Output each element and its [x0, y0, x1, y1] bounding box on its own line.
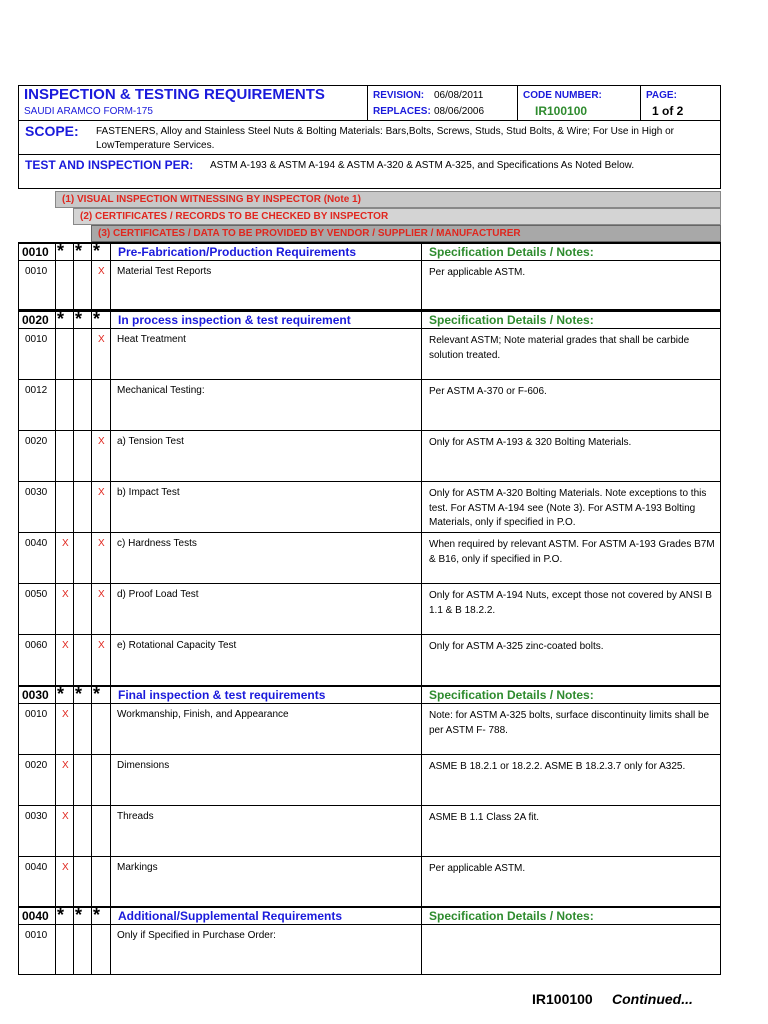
row-description: b) Impact Test — [117, 487, 180, 498]
section-code: 0030 — [22, 688, 49, 702]
row-code: 0060 — [25, 640, 48, 651]
row-description: Mechanical Testing: — [117, 385, 205, 396]
row-description: Material Test Reports — [117, 266, 212, 277]
row-description: a) Tension Test — [117, 436, 184, 447]
row-specification: Per applicable ASTM. — [429, 267, 526, 278]
row-description: d) Proof Load Test — [117, 589, 199, 600]
scope-text-line1: FASTENERS, Alloy and Stainless Steel Nuts & Bolting Materials: Bars,Bolts, Screws, Studs, Stud Bolts, & Wire; For Use in High or — [96, 126, 674, 137]
check-visual: X — [62, 538, 69, 549]
check-visual: X — [62, 760, 69, 771]
row-code: 0010 — [25, 334, 48, 345]
legend-visual-inspection: (1) VISUAL INSPECTION WITNESSING BY INSPECTOR (Note 1) — [55, 191, 721, 208]
check-vendor: X — [98, 538, 105, 549]
check-vendor: X — [98, 334, 105, 345]
section-title: Final inspection & test requirements — [118, 688, 326, 702]
section-spec-heading: Specification Details / Notes: — [429, 313, 594, 327]
check-visual: X — [62, 640, 69, 651]
legend-vendor-data: (3) CERTIFICATES / DATA TO BE PROVIDED BY VENDOR / SUPPLIER / MANUFACTURER — [91, 225, 721, 242]
star-1-icon: * — [57, 309, 65, 329]
check-visual: X — [62, 811, 69, 822]
replaces-value: 08/06/2006 — [434, 106, 485, 117]
form-title: INSPECTION & TESTING REQUIREMENTS — [24, 86, 325, 103]
footer-continued: Continued... — [612, 991, 693, 1007]
star-2-icon: * — [75, 309, 83, 329]
row-specification: Only for ASTM A-193 & 320 Bolting Materials. — [429, 437, 632, 448]
row-specification: Only for ASTM A-325 zinc-coated bolts. — [429, 641, 604, 652]
star-3-icon: * — [93, 684, 101, 704]
star-2-icon: * — [75, 905, 83, 925]
check-visual: X — [62, 709, 69, 720]
check-vendor: X — [98, 487, 105, 498]
row-specification: Note: for ASTM A-325 bolts, surface discontinuity limits shall be per ASTM F- 788. — [429, 710, 710, 736]
section-title: Additional/Supplemental Requirements — [118, 909, 343, 923]
row-description: Threads — [117, 811, 154, 822]
row-code: 0040 — [25, 862, 48, 873]
row-code: 0030 — [25, 811, 48, 822]
row-description: Workmanship, Finish, and Appearance — [117, 709, 289, 720]
row-specification: ASME B 1.1 Class 2A fit. — [429, 812, 540, 823]
row-specification: Per ASTM A-370 or F-606. — [429, 386, 547, 397]
row-description: Only if Specified in Purchase Order: — [117, 930, 276, 941]
check-visual: X — [62, 862, 69, 873]
footer-code: IR100100 — [532, 991, 593, 1007]
check-vendor: X — [98, 436, 105, 447]
row-specification: Only for ASTM A-320 Bolting Materials. Note exceptions to this test. For ASTM A-194 see (Note 3). For ASTM A-193 Bolting Materials, only if specified in P.O. — [429, 488, 707, 528]
star-2-icon: * — [75, 241, 83, 261]
star-1-icon: * — [57, 905, 65, 925]
row-code: 0050 — [25, 589, 48, 600]
section-spec-heading: Specification Details / Notes: — [429, 245, 594, 259]
replaces-label: REPLACES: — [373, 106, 431, 117]
row-code: 0020 — [25, 760, 48, 771]
row-description: e) Rotational Capacity Test — [117, 640, 237, 651]
section-title: Pre-Fabrication/Production Requirements — [118, 245, 357, 259]
code-number-value: IR100100 — [535, 104, 588, 118]
row-code: 0030 — [25, 487, 48, 498]
row-description: c) Hardness Tests — [117, 538, 197, 549]
legend-certificates-checked: (2) CERTIFICATES / RECORDS TO BE CHECKED BY INSPECTOR — [73, 208, 721, 225]
test-per-label: TEST AND INSPECTION PER: — [25, 158, 194, 172]
section-code: 0010 — [22, 245, 49, 259]
row-description: Markings — [117, 862, 158, 873]
check-visual: X — [62, 589, 69, 600]
check-vendor: X — [98, 640, 105, 651]
page-value: 1 of 2 — [652, 104, 684, 118]
section-code: 0040 — [22, 909, 49, 923]
revision-label: REVISION: — [373, 90, 425, 101]
code-number-label: CODE NUMBER: — [523, 90, 602, 101]
row-description: Heat Treatment — [117, 334, 186, 345]
form-number: SAUDI ARAMCO FORM-175 — [24, 106, 153, 117]
row-specification: When required by relevant ASTM. For ASTM A-193 Grades B7M & B16, only if specified in P.O. — [429, 539, 715, 565]
check-vendor: X — [98, 266, 105, 277]
row-specification: Only for ASTM A-194 Nuts, except those not covered by ANSI B 1.1 & B 18.2.2. — [429, 590, 712, 616]
page-label: PAGE: — [646, 90, 677, 101]
revision-value: 06/08/2011 — [434, 90, 484, 101]
scope-text-line2: LowTemperature Services. — [96, 140, 215, 151]
star-3-icon: * — [93, 241, 101, 261]
star-3-icon: * — [93, 309, 101, 329]
row-code: 0010 — [25, 930, 48, 941]
section-spec-heading: Specification Details / Notes: — [429, 688, 594, 702]
star-1-icon: * — [57, 241, 65, 261]
row-specification: Relevant ASTM; Note material grades that shall be carbide solution treated. — [429, 335, 690, 361]
section-code: 0020 — [22, 313, 49, 327]
section-spec-heading: Specification Details / Notes: — [429, 909, 594, 923]
check-vendor: X — [98, 589, 105, 600]
star-1-icon: * — [57, 684, 65, 704]
row-specification: ASME B 18.2.1 or 18.2.2. ASME B 18.2.3.7 only for A325. — [429, 761, 686, 772]
section-title: In process inspection & test requirement — [118, 313, 351, 327]
star-2-icon: * — [75, 684, 83, 704]
row-specification: Per applicable ASTM. — [429, 863, 526, 874]
row-code: 0010 — [25, 266, 48, 277]
row-code: 0040 — [25, 538, 48, 549]
test-per-text: ASTM A-193 & ASTM A-194 & ASTM A-320 & ASTM A-325, and Specifications As Noted Below. — [210, 160, 635, 171]
star-3-icon: * — [93, 905, 101, 925]
row-code: 0012 — [25, 385, 48, 396]
row-code: 0020 — [25, 436, 48, 447]
row-code: 0010 — [25, 709, 48, 720]
row-description: Dimensions — [117, 760, 170, 771]
scope-label: SCOPE: — [25, 123, 79, 139]
